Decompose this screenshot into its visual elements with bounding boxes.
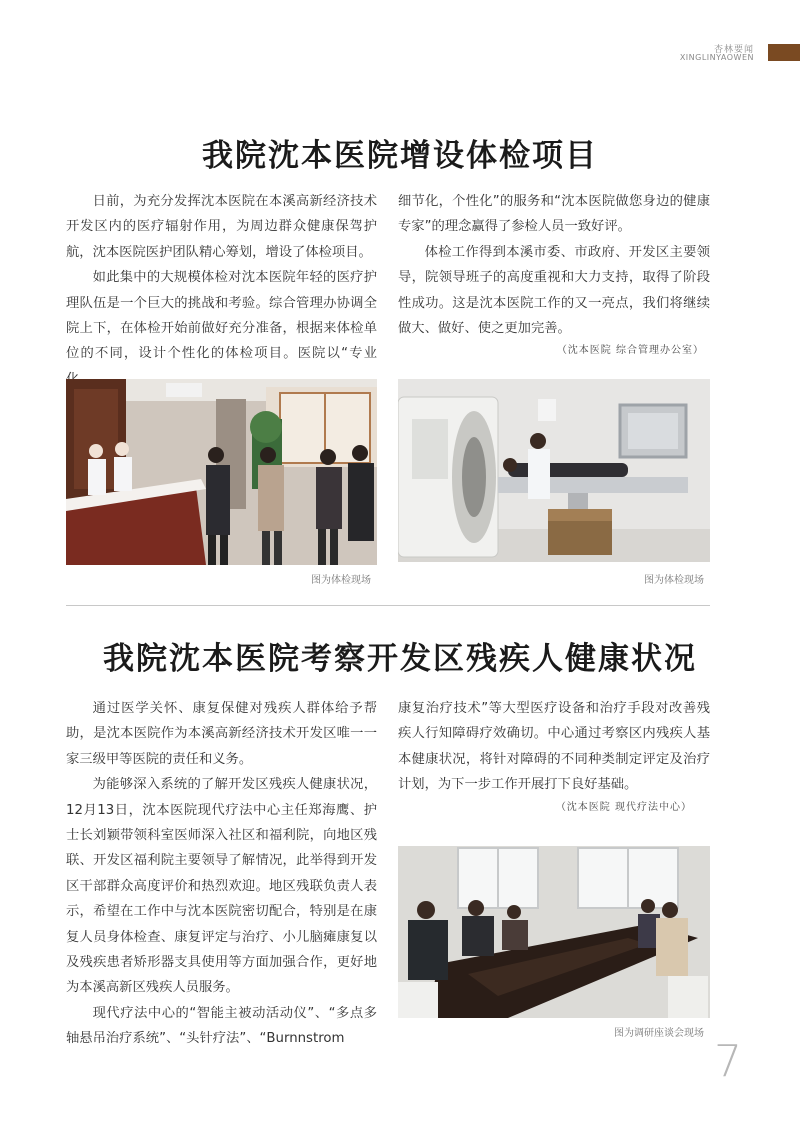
article1-signature: （沈本医院 综合管理办公室） <box>556 345 704 356</box>
photo-meeting-room <box>398 846 710 1018</box>
paragraph: 细节化，个性化”的服务和“沈本医院做您身边的健康专家”的理念赢得了参检人员一致好评。 <box>398 194 710 235</box>
photo-caption-right: 图为体检现场 <box>644 575 704 586</box>
paragraph: 通过医学关怀、康复保健对残疾人群体给予帮助，是沈本医院作为本溪高新经济技术开发区唯一一家三级甲等医院的责任和义务。 <box>66 701 377 767</box>
article1-left-column <box>66 189 377 392</box>
article2-left-column <box>66 696 377 1052</box>
photo-checkup-reception <box>66 379 377 565</box>
paragraph: 体检工作得到本溪市委、市政府、开发区主要领导，院领导班子的高度重视和大力支持，取得了阶段性成功。这是沈本医院工作的又一亮点，我们将继续做大、做好、使之更加完善。 <box>398 244 710 337</box>
article2-signature: （沈本医院 现代疗法中心） <box>555 802 692 813</box>
section-name-cn: 杏林要闻 <box>713 45 754 55</box>
photo-caption-meeting: 图为调研座谈会现场 <box>614 1028 704 1039</box>
section-name-en: XINGLINYAOWEN <box>679 53 754 62</box>
paragraph: 日前，为充分发挥沈本医院在本溪高新经济技术开发区内的医疗辐射作用，为周边群众健康保驾护航，沈本医院医护团队精心筹划，增设了体检项目。 <box>66 194 377 260</box>
article1-right-column <box>398 189 710 341</box>
article2-right-column <box>398 696 710 798</box>
article2-title: 我院沈本医院考察开发区残疾人健康状况 <box>103 641 697 677</box>
header-accent-bar <box>768 44 800 61</box>
paragraph: 如此集中的大规模体检对沈本医院年轻的医疗护理队伍是一个巨大的挑战和考验。综合管理办协调全院上下，在体检开始前做好充分准备，根据来体检单位的不同，设计个性化的体检项目。医院以“专业 <box>66 270 377 362</box>
photo-caption-left: 图为体检现场 <box>311 575 371 586</box>
page-number: 7 <box>714 1036 742 1087</box>
paragraph: 为能够深入系统的了解开发区残疾人健康状况，12月13日，沈本医院现代疗法中心主任郑海鹰、护士长刘颖带领科室医师深入社区和福利院，向地区残联、开发区福利院主要领导了解情况，此举得到开发区干部群众高度评价和热烈欢迎。地区残联负责人表示，希望在工作中与沈本医院密切配合，特别是在康复人员身体检查、康复评定与治疗、小儿脑瘫康复以及残疾患者矫形器支具使用等方面加强合作，更好地为本溪高新区残疾人员服务。 <box>66 777 377 996</box>
article1-title: 我院沈本医院增设体检项目 <box>202 138 598 174</box>
paragraph: 康复治疗技术”等大型医疗设备和治疗手段对改善残疾人行知障碍疗效确切。中心通过考察区内残疾人基本健康状况，将针对障碍的不同种类制定评定及治疗计划，为下一步工作开展打下良好基础。 <box>398 701 710 793</box>
paragraph: 现代疗法中心的“智能主被动活动仪”、“多点多轴悬吊治疗系统”、“头针疗法”、“Burnnstrom <box>66 1005 377 1047</box>
photo-checkup-ct-room <box>398 379 710 562</box>
section-divider <box>66 605 710 606</box>
